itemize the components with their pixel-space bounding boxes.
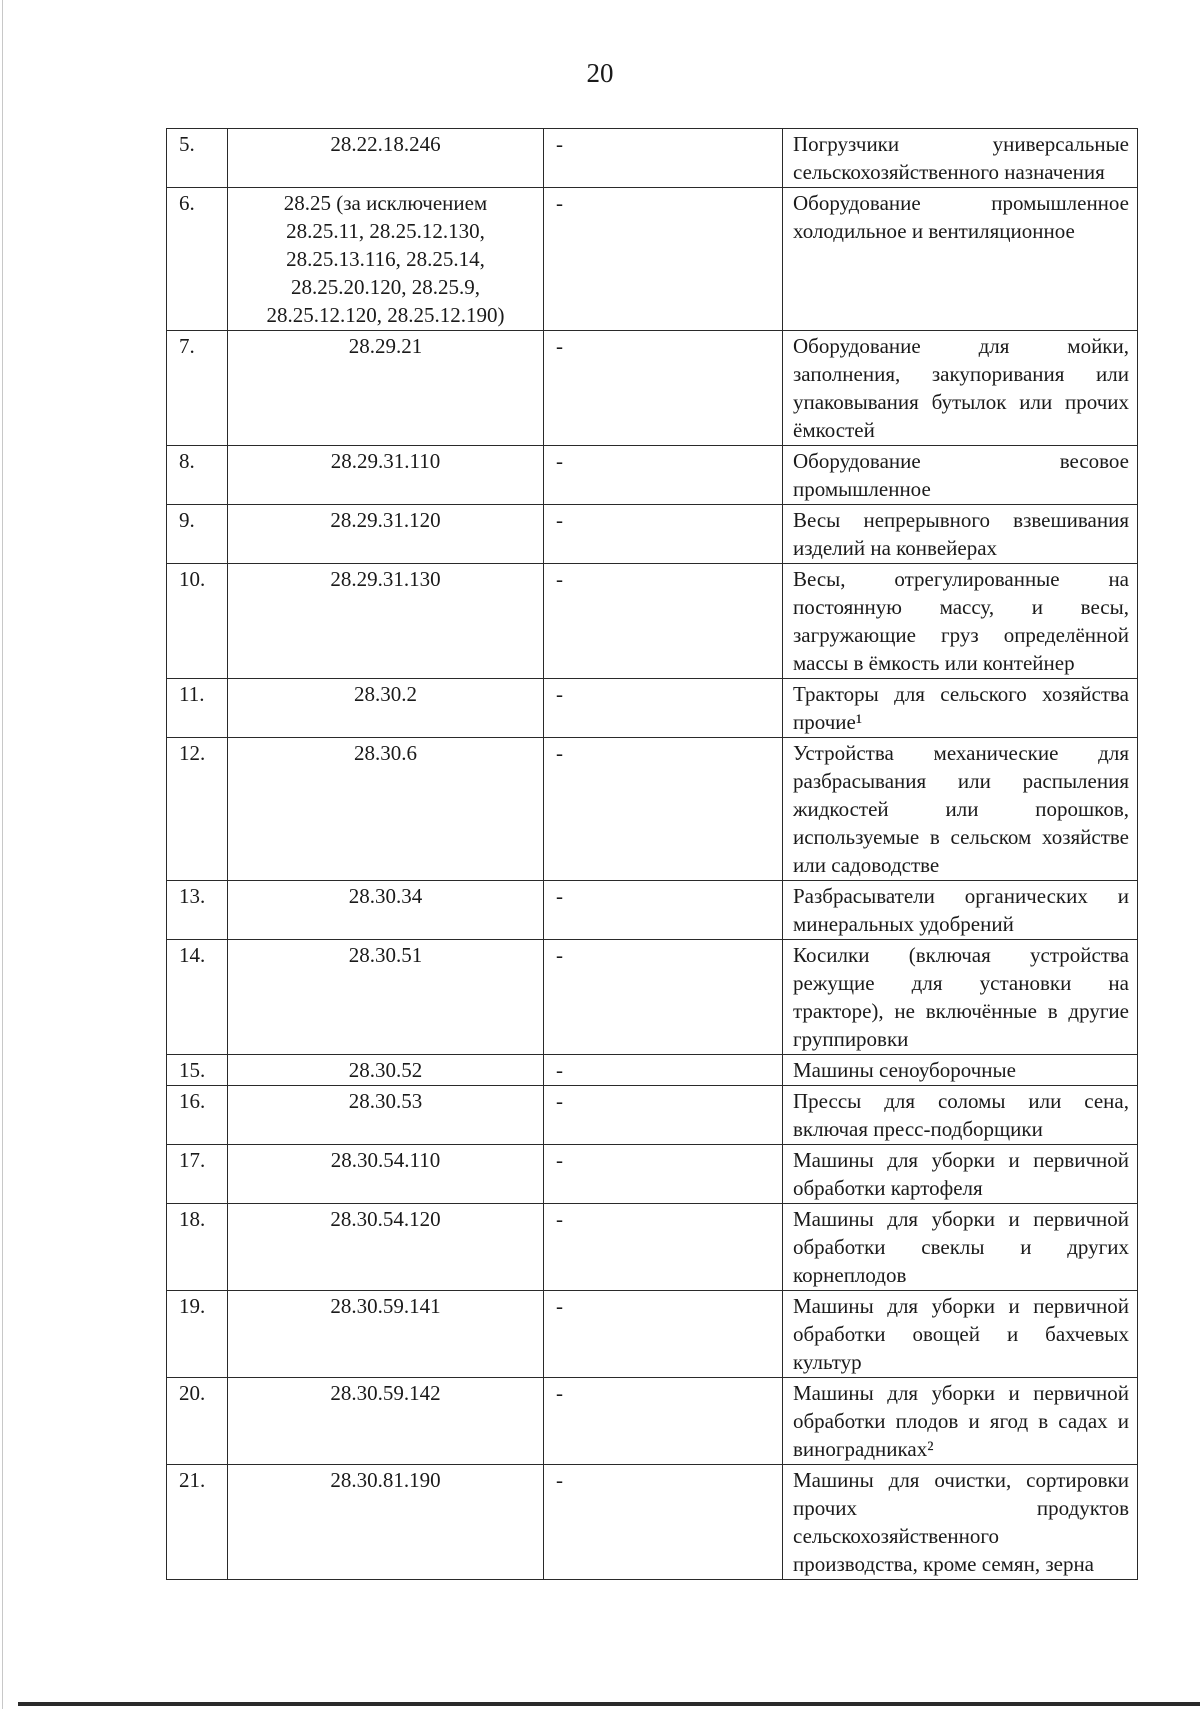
table-row [167,738,1138,881]
table-row [167,188,1138,331]
table-row [167,1055,1138,1086]
dash-cell: - [544,881,783,940]
dash-cell: - [544,446,783,505]
okpd-code: 28.30.53 [228,1086,544,1145]
table-row [167,1204,1138,1291]
dash-cell: - [544,1204,783,1291]
table-row [167,881,1138,940]
table-row [167,1465,1138,1580]
row-number: 6. [167,188,228,331]
page-number: 20 [586,58,614,88]
row-number: 16. [167,1086,228,1145]
okpd-code: 28.29.21 [228,331,544,446]
product-description: Косилки (включая устройства режущие для установки на тракторе), не включённые в другие группировки [783,940,1138,1055]
row-number: 20. [167,1378,228,1465]
product-description: Весы, отрегулированные на постоянную массу, и весы, загружающие груз определённой массы в ёмкость или контейнер [783,564,1138,679]
product-description: Машины для уборки и первичной обработки картофеля [783,1145,1138,1204]
product-description: Машины для уборки и первичной обработки свеклы и других корнеплодов [783,1204,1138,1291]
okpd-code: 28.30.59.141 [228,1291,544,1378]
product-description: Тракторы для сельского хозяйства прочие¹ [783,679,1138,738]
product-description: Оборудование для мойки, заполнения, закупоривания или упаковывания бутылок или прочих ёмкостей [783,331,1138,446]
okpd-code: 28.30.51 [228,940,544,1055]
row-number: 11. [167,679,228,738]
okpd-code: 28.29.31.130 [228,564,544,679]
dash-cell: - [544,188,783,331]
row-number: 17. [167,1145,228,1204]
row-number: 19. [167,1291,228,1378]
codes-table-body [167,129,1138,1580]
row-number: 12. [167,738,228,881]
okpd-code: 28.30.6 [228,738,544,881]
okpd-code: 28.29.31.110 [228,446,544,505]
product-description: Весы непрерывного взвешивания изделий на конвейерах [783,505,1138,564]
product-description: Разбрасыватели органических и минеральных удобрений [783,881,1138,940]
scan-edge-line [2,0,3,1709]
row-number: 7. [167,331,228,446]
okpd-code: 28.30.54.110 [228,1145,544,1204]
product-description: Устройства механические для разбрасывания или распыления жидкостей или порошков, используемые в сельском хозяйстве или садоводстве [783,738,1138,881]
okpd-code: 28.25 (за исключением 28.25.11, 28.25.12.130, 28.25.13.116, 28.25.14, 28.25.20.120, 28.25.9, 28.25.12.120, 28.25.12.190) [228,188,544,331]
product-description: Машины для уборки и первичной обработки овощей и бахчевых культур [783,1291,1138,1378]
table-row [167,940,1138,1055]
dash-cell: - [544,679,783,738]
okpd-code: 28.30.52 [228,1055,544,1086]
codes-table [166,128,1138,1580]
dash-cell: - [544,1291,783,1378]
okpd-code: 28.30.34 [228,881,544,940]
okpd-code: 28.30.54.120 [228,1204,544,1291]
okpd-code: 28.22.18.246 [228,129,544,188]
row-number: 21. [167,1465,228,1580]
dash-cell: - [544,129,783,188]
dash-cell: - [544,1465,783,1580]
row-number: 14. [167,940,228,1055]
table-row [167,679,1138,738]
dash-cell: - [544,1378,783,1465]
table-row [167,505,1138,564]
dash-cell: - [544,564,783,679]
product-description: Машины для уборки и первичной обработки плодов и ягод в садах и виноградниках² [783,1378,1138,1465]
table-row [167,331,1138,446]
table-row [167,1086,1138,1145]
dash-cell: - [544,1055,783,1086]
row-number: 18. [167,1204,228,1291]
table-row [167,1378,1138,1465]
dash-cell: - [544,1086,783,1145]
table-row [167,129,1138,188]
product-description: Оборудование весовое промышленное [783,446,1138,505]
dash-cell: - [544,940,783,1055]
okpd-code: 28.29.31.120 [228,505,544,564]
product-description: Погрузчики универсальные сельскохозяйственного назначения [783,129,1138,188]
scan-bottom-edge [18,1702,1200,1706]
product-description: Прессы для соломы или сена, включая пресс-подборщики [783,1086,1138,1145]
row-number: 8. [167,446,228,505]
okpd-code: 28.30.81.190 [228,1465,544,1580]
dash-cell: - [544,331,783,446]
table-row [167,1145,1138,1204]
product-description: Машины сеноуборочные [783,1055,1138,1086]
row-number: 10. [167,564,228,679]
product-description: Машины для очистки, сортировки прочих продуктов сельскохозяйственного производства, кроме семян, зерна [783,1465,1138,1580]
row-number: 15. [167,1055,228,1086]
table-row [167,564,1138,679]
row-number: 13. [167,881,228,940]
dash-cell: - [544,1145,783,1204]
dash-cell: - [544,738,783,881]
okpd-code: 28.30.59.142 [228,1378,544,1465]
table-row [167,446,1138,505]
product-description: Оборудование промышленное холодильное и вентиляционное [783,188,1138,331]
row-number: 9. [167,505,228,564]
okpd-code: 28.30.2 [228,679,544,738]
row-number: 5. [167,129,228,188]
table-row [167,1291,1138,1378]
dash-cell: - [544,505,783,564]
